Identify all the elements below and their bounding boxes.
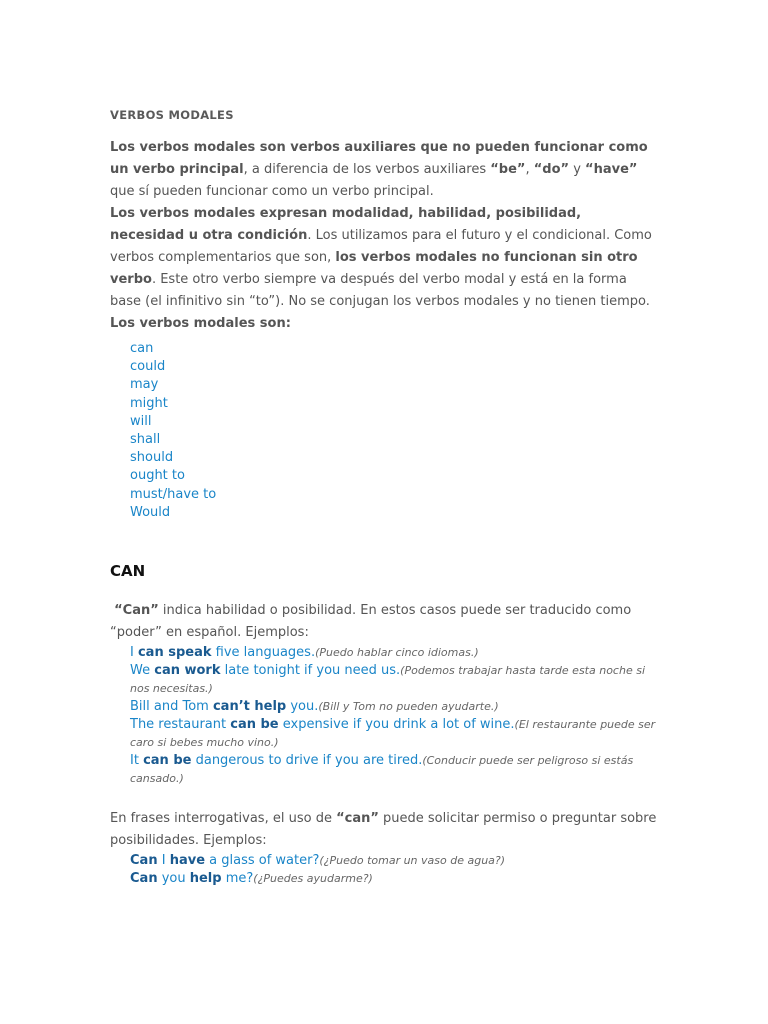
question-verb: help [189, 871, 222, 887]
document-page [110, 108, 658, 888]
question-sentence [130, 870, 658, 888]
list-item[interactable]: may [130, 377, 159, 393]
question-post: a glass of water? [205, 853, 320, 869]
intro-bold-statement: Los verbos modales son verbos auxiliares que no pueden funcionar como un verbo principal [110, 140, 648, 177]
example-translation: (El restaurante puede ser caro si bebes mucho vino.) [130, 718, 656, 750]
example-modal: can be [230, 717, 279, 733]
list-item[interactable]: can [130, 341, 154, 356]
interrogative-text: En frases interrogativas, el uso de [110, 811, 337, 827]
example-sentence [130, 752, 658, 788]
example-sentence [130, 662, 658, 698]
example-pre: I [130, 645, 138, 661]
example-modal: can work [154, 663, 221, 679]
list-item[interactable]: will [130, 413, 152, 429]
modal-verbs-list [130, 340, 658, 522]
list-title [110, 313, 658, 335]
example-sentence [130, 716, 658, 752]
do-term: “do” [533, 162, 570, 177]
list-item[interactable]: ought to [130, 468, 185, 484]
example-pre: It [130, 753, 144, 769]
list-title-text: Los verbos modales son: [110, 316, 291, 331]
example-translation: (Conducir puede ser peligroso si estás cansado.) [130, 754, 634, 786]
example-sentence [130, 644, 658, 662]
list-item[interactable]: should [130, 450, 174, 466]
list-item[interactable]: must/have to [130, 486, 217, 502]
example-pre: The restaurant [130, 717, 231, 733]
example-post: expensive if you drink a lot of wine. [278, 717, 515, 733]
question-modal: Can [130, 853, 158, 869]
section-title-can: CAN [110, 562, 146, 581]
complement-statement: los verbos modales no funcionan sin otro verbo [110, 250, 638, 287]
usage-text-end: . Este otro verbo siempre va después del verbo modal y está en la forma base (el infinitivo sin “to”). No se conjugan los verbos modales y no tienen tiempo. [110, 272, 650, 309]
question-verb: have [169, 853, 206, 869]
question-translation: (¿Puedes ayudarme?) [253, 872, 373, 886]
intro-text-end: que sí pueden funcionar como un verbo principal. [110, 184, 434, 199]
usage-text: . Los utilizamos para el futuro y el condicional. Como verbos complementarios que son, [110, 228, 652, 265]
example-post: five languages. [211, 645, 316, 661]
example-pre: Bill and Tom [130, 699, 213, 715]
example-translation: (Bill y Tom no pueden ayudarte.) [318, 700, 499, 714]
can-examples [130, 644, 658, 788]
intro-text: , a diferencia de los verbos auxiliares [243, 162, 491, 177]
example-modal: can be [143, 753, 192, 769]
list-item[interactable]: Would [130, 504, 171, 520]
example-modal: can speak [137, 645, 212, 661]
can-intro-text: indica habilidad o posibilidad. En estos casos puede ser traducido como “poder” en español. Ejemplos: [110, 603, 632, 641]
interrogative-text-end: puede solicitar permiso o preguntar sobre posibilidades. Ejemplos: [110, 811, 657, 849]
be-term: “be” [490, 162, 526, 177]
question-post: me? [221, 871, 254, 887]
intro-and: y [569, 162, 586, 177]
example-translation: (Podemos trabajar hasta tarde esta noche si nos necesitas.) [130, 664, 646, 696]
document-title: VERBOS MODALES [110, 108, 234, 122]
example-post: dangerous to drive if you are tired. [191, 753, 423, 769]
question-modal: Can [130, 871, 158, 887]
example-sentence [130, 698, 658, 716]
question-subject: I [157, 853, 170, 869]
list-item[interactable]: could [130, 359, 166, 375]
modality-statement: Los verbos modales expresan modalidad, habilidad, posibilidad, necesidad u otra condición [110, 206, 582, 243]
example-post: late tonight if you need us. [220, 663, 401, 679]
have-term: “have” [585, 162, 638, 177]
example-post: you. [286, 699, 319, 715]
question-examples [130, 852, 658, 888]
can-term: “can” [336, 811, 379, 827]
example-modal: can’t help [212, 699, 287, 715]
question-subject: you [157, 871, 190, 887]
list-item[interactable]: shall [130, 432, 161, 448]
list-item[interactable]: might [130, 395, 168, 411]
interrogative-paragraph [110, 808, 658, 852]
question-sentence [130, 852, 658, 870]
can-intro-paragraph [110, 600, 658, 644]
intro-comma: , [525, 162, 534, 177]
intro-paragraph-2 [110, 203, 658, 313]
can-term: “Can” [114, 603, 159, 619]
example-translation: (Puedo hablar cinco idiomas.) [315, 646, 479, 660]
intro-paragraph-1 [110, 137, 658, 203]
example-pre: We [130, 663, 155, 679]
question-translation: (¿Puedo tomar un vaso de agua?) [319, 854, 506, 868]
